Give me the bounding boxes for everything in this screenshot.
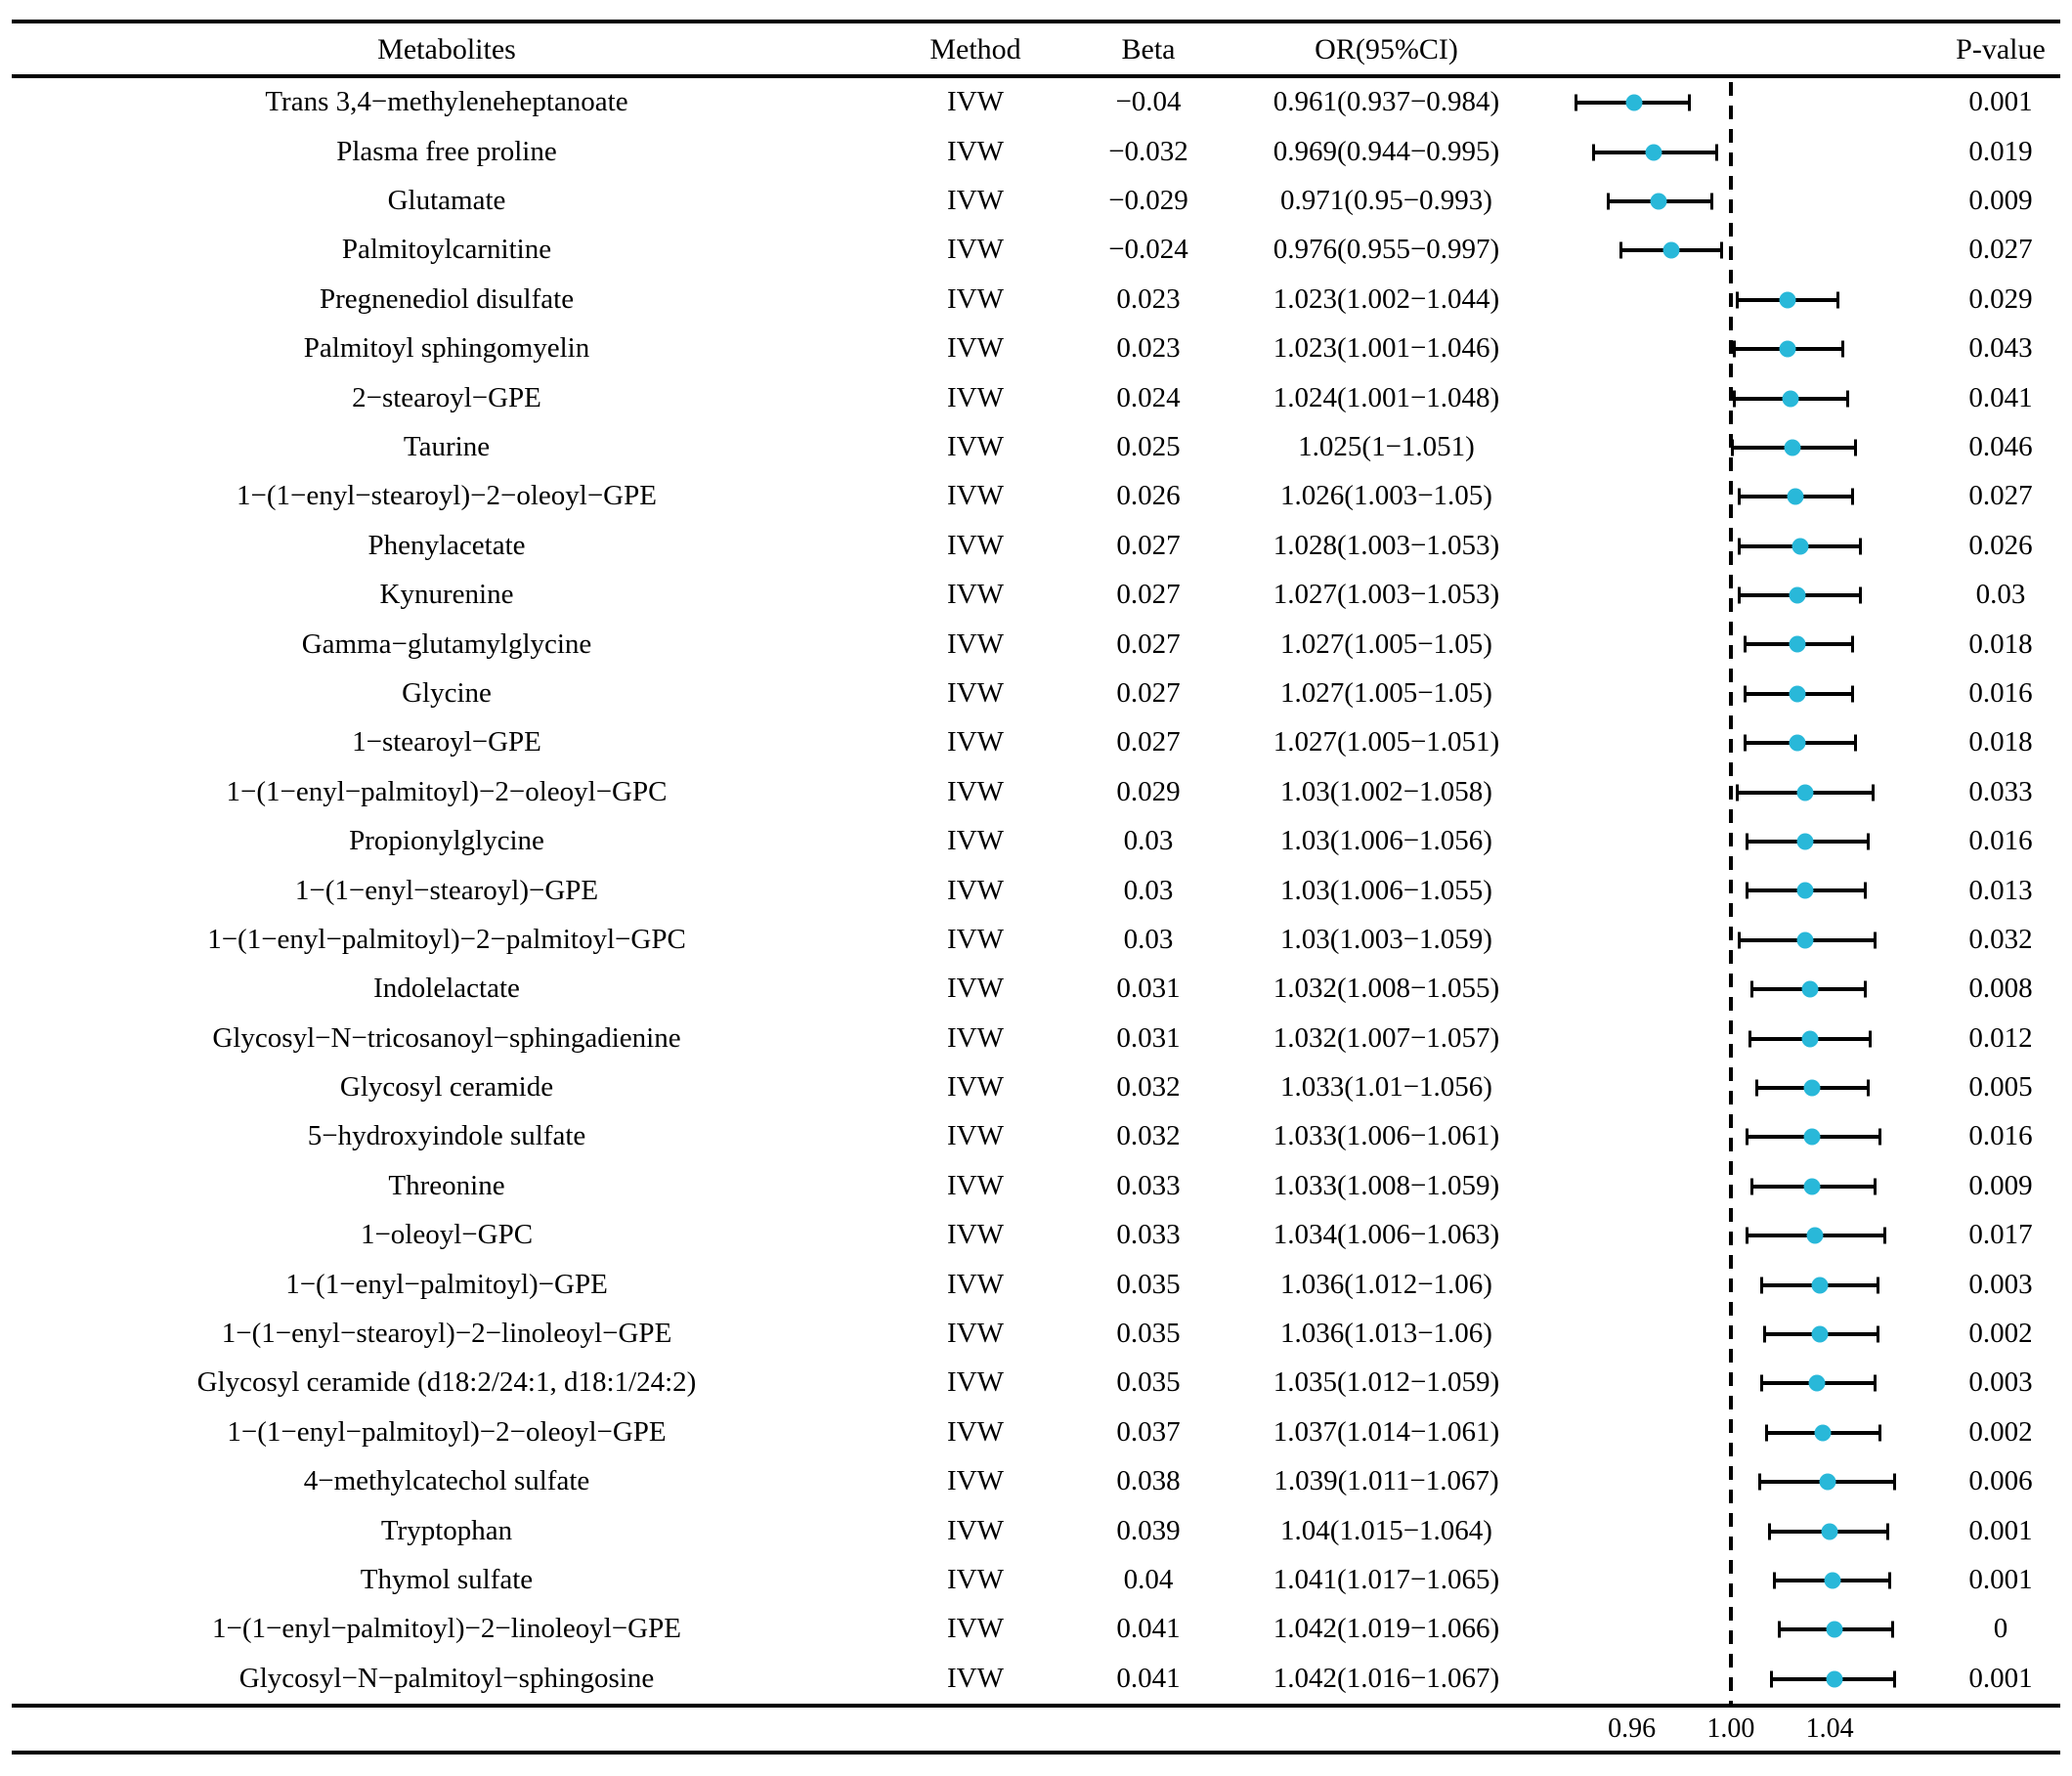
- method-value: IVW: [947, 1022, 1004, 1054]
- plot-cell: [1545, 373, 1941, 422]
- metabolite-label: Threonine: [388, 1170, 505, 1201]
- or-ci-value: 1.042(1.016−1.067): [1273, 1663, 1500, 1694]
- beta-value: 0.039: [1116, 1515, 1181, 1546]
- method-value: IVW: [947, 826, 1004, 857]
- or-ci-value: 1.033(1.01−1.056): [1280, 1072, 1492, 1104]
- metabolite-label: Glycosyl ceramide: [339, 1072, 554, 1104]
- table-row: [12, 670, 2060, 718]
- method-value: IVW: [947, 1220, 1004, 1251]
- beta-value: 0.029: [1116, 776, 1181, 807]
- table-row: [12, 965, 2060, 1014]
- beta-value: 0.032: [1116, 1072, 1181, 1104]
- table-row: [12, 276, 2060, 325]
- metabolite-label: 1−(1−enyl−palmitoyl)−2−oleoyl−GPE: [227, 1416, 667, 1448]
- plot-cell: [1545, 78, 1941, 127]
- table-row: [12, 767, 2060, 816]
- or-dot: [1790, 587, 1806, 604]
- plot-cell: [1545, 620, 1941, 669]
- or-ci-value: 1.041(1.017−1.065): [1273, 1564, 1500, 1595]
- method-value: IVW: [947, 283, 1004, 315]
- metabolite-label: 1−stearoyl−GPE: [352, 727, 541, 758]
- or-ci-value: 1.032(1.008−1.055): [1273, 974, 1500, 1005]
- metabolite-label: Phenylacetate: [367, 530, 526, 561]
- table-row: [12, 1359, 2060, 1408]
- or-ci-value: 1.028(1.003−1.053): [1273, 530, 1500, 561]
- beta-value: 0.027: [1116, 677, 1181, 709]
- plot-cell: [1545, 1359, 1941, 1408]
- or-ci-value: 1.039(1.011−1.067): [1273, 1466, 1499, 1497]
- metabolite-label: Palmitoylcarnitine: [341, 235, 552, 266]
- plot-cell: [1545, 1506, 1941, 1555]
- or-ci-value: 0.976(0.955−0.997): [1273, 235, 1500, 266]
- p-value: 0.001: [1968, 1564, 2033, 1595]
- plot-cell: [1545, 1014, 1941, 1062]
- or-ci-value: 1.027(1.005−1.05): [1280, 677, 1492, 709]
- beta-value: 0.03: [1123, 924, 1174, 955]
- or-ci-value: 1.027(1.005−1.05): [1280, 628, 1492, 660]
- or-ci-value: 1.027(1.005−1.051): [1273, 727, 1500, 758]
- beta-value: 0.023: [1116, 283, 1181, 315]
- method-value: IVW: [947, 1564, 1004, 1595]
- method-value: IVW: [947, 481, 1004, 512]
- table-row: [12, 620, 2060, 669]
- column-header-p-value: P-value: [1956, 32, 2046, 65]
- column-header-metabolites: Metabolites: [377, 32, 516, 65]
- metabolite-label: Trans 3,4−methyleneheptanoate: [265, 87, 628, 118]
- method-value: IVW: [947, 1319, 1004, 1350]
- method-value: IVW: [947, 1515, 1004, 1546]
- metabolite-label: 5−hydroxyindole sulfate: [307, 1121, 586, 1152]
- or-dot: [1790, 735, 1806, 752]
- or-dot: [1804, 1178, 1821, 1194]
- or-ci-value: 0.971(0.95−0.993): [1280, 186, 1492, 217]
- or-dot: [1827, 1622, 1843, 1638]
- or-ci-value: 0.969(0.944−0.995): [1273, 136, 1500, 167]
- p-value: 0.012: [1968, 1022, 2033, 1054]
- or-dot: [1819, 1474, 1835, 1491]
- p-value: 0.027: [1968, 481, 2033, 512]
- or-ci-value: 1.033(1.006−1.061): [1273, 1121, 1500, 1152]
- p-value: 0.017: [1968, 1220, 2033, 1251]
- p-value: 0: [1993, 1614, 2008, 1645]
- beta-value: 0.027: [1116, 628, 1181, 660]
- method-value: IVW: [947, 186, 1004, 217]
- metabolite-label: Taurine: [403, 431, 491, 462]
- table-row: [12, 1457, 2060, 1506]
- p-value: 0.005: [1968, 1072, 2033, 1104]
- table-row: [12, 1211, 2060, 1260]
- beta-value: 0.026: [1116, 481, 1181, 512]
- column-header-or-ci: OR(95%CI): [1315, 32, 1458, 65]
- table-row: [12, 1655, 2060, 1704]
- plot-cell: [1545, 718, 1941, 767]
- or-dot: [1782, 390, 1798, 407]
- beta-value: 0.03: [1123, 826, 1174, 857]
- plot-cell: [1545, 1655, 1941, 1704]
- beta-value: 0.024: [1116, 382, 1181, 413]
- table-row: [12, 472, 2060, 521]
- or-dot: [1780, 341, 1796, 358]
- beta-value: 0.023: [1116, 333, 1181, 365]
- table-row: [12, 571, 2060, 620]
- or-dot: [1796, 931, 1813, 948]
- or-dot: [1824, 1572, 1840, 1588]
- metabolite-label: 1−(1−enyl−palmitoyl)−GPE: [285, 1269, 608, 1300]
- or-dot: [1809, 1375, 1826, 1392]
- or-dot: [1646, 144, 1662, 160]
- p-value: 0.032: [1968, 924, 2033, 955]
- metabolite-label: Glycosyl−N−palmitoyl−sphingosine: [238, 1663, 655, 1694]
- or-dot: [1804, 1080, 1821, 1097]
- p-value: 0.018: [1968, 628, 2033, 660]
- or-dot: [1796, 834, 1813, 850]
- table-row: [12, 1408, 2060, 1457]
- table-row: [12, 1162, 2060, 1211]
- plot-cell: [1545, 1063, 1941, 1112]
- plot-cell: [1545, 1211, 1941, 1260]
- beta-value: 0.04: [1123, 1564, 1174, 1595]
- metabolite-label: Glutamate: [387, 186, 506, 217]
- table-row: [12, 127, 2060, 176]
- table-row: [12, 78, 2060, 127]
- beta-value: 0.038: [1116, 1466, 1181, 1497]
- or-dot: [1791, 538, 1808, 554]
- p-value: 0.043: [1968, 333, 2033, 365]
- p-value: 0.006: [1968, 1466, 2033, 1497]
- table-row: [12, 1063, 2060, 1112]
- plot-cell: [1545, 1310, 1941, 1359]
- method-value: IVW: [947, 580, 1004, 611]
- or-ci-value: 1.032(1.007−1.057): [1273, 1022, 1500, 1054]
- or-ci-value: 1.03(1.006−1.055): [1280, 875, 1492, 906]
- plot-cell: [1545, 1408, 1941, 1457]
- plot-cell: [1545, 1260, 1941, 1309]
- beta-value: 0.025: [1116, 431, 1181, 462]
- plot-cell: [1545, 325, 1941, 373]
- or-ci-value: 1.03(1.002−1.058): [1280, 776, 1492, 807]
- beta-value: 0.032: [1116, 1121, 1181, 1152]
- p-value: 0.016: [1968, 826, 2033, 857]
- metabolite-label: 1−(1−enyl−stearoyl)−GPE: [294, 875, 599, 906]
- method-value: IVW: [947, 776, 1004, 807]
- beta-value: −0.032: [1108, 136, 1188, 167]
- p-value: 0.009: [1968, 1170, 2033, 1201]
- beta-value: 0.033: [1116, 1220, 1181, 1251]
- metabolite-label: Indolelactate: [373, 974, 520, 1005]
- method-value: IVW: [947, 136, 1004, 167]
- beta-value: 0.033: [1116, 1170, 1181, 1201]
- method-value: IVW: [947, 1466, 1004, 1497]
- beta-value: 0.041: [1116, 1663, 1181, 1694]
- p-value: 0.002: [1968, 1416, 2033, 1448]
- p-value: 0.003: [1968, 1269, 2033, 1300]
- or-dot: [1806, 1228, 1823, 1244]
- or-ci-value: 1.034(1.006−1.063): [1273, 1220, 1500, 1251]
- table-row: [12, 1605, 2060, 1654]
- method-value: IVW: [947, 1072, 1004, 1104]
- plot-cell: [1545, 767, 1941, 816]
- or-dot: [1790, 636, 1806, 653]
- p-value: 0.001: [1968, 1515, 2033, 1546]
- or-dot: [1796, 784, 1813, 801]
- or-ci-value: 1.027(1.003−1.053): [1273, 580, 1500, 611]
- method-value: IVW: [947, 1269, 1004, 1300]
- axis-tick-label: 1.04: [1805, 1713, 1854, 1744]
- p-value: 0.016: [1968, 1121, 2033, 1152]
- plot-cell: [1545, 423, 1941, 472]
- plot-cell: [1545, 916, 1941, 965]
- or-dot: [1796, 883, 1813, 899]
- method-value: IVW: [947, 1663, 1004, 1694]
- method-value: IVW: [947, 677, 1004, 709]
- beta-value: −0.029: [1108, 186, 1188, 217]
- beta-value: 0.035: [1116, 1269, 1181, 1300]
- metabolite-label: Kynurenine: [379, 580, 514, 611]
- method-value: IVW: [947, 875, 1004, 906]
- p-value: 0.016: [1968, 677, 2033, 709]
- or-ci-value: 1.025(1−1.051): [1298, 431, 1475, 462]
- table-row: [12, 1260, 2060, 1309]
- or-dot: [1785, 439, 1801, 455]
- beta-value: 0.035: [1116, 1319, 1181, 1350]
- table-row: [12, 226, 2060, 275]
- plot-cell: [1545, 817, 1941, 866]
- p-value: 0.018: [1968, 727, 2033, 758]
- or-dot: [1801, 1030, 1818, 1047]
- p-value: 0.003: [1968, 1367, 2033, 1399]
- plot-cell: [1545, 127, 1941, 176]
- column-header-beta: Beta: [1121, 32, 1176, 65]
- table-row: [12, 1506, 2060, 1555]
- p-value: 0.046: [1968, 431, 2033, 462]
- p-value: 0.029: [1968, 283, 2033, 315]
- beta-value: −0.024: [1108, 235, 1188, 266]
- beta-value: 0.037: [1116, 1416, 1181, 1448]
- table-row: [12, 1310, 2060, 1359]
- or-dot: [1822, 1523, 1838, 1539]
- beta-value: 0.035: [1116, 1367, 1181, 1399]
- or-ci-value: 1.035(1.012−1.059): [1273, 1367, 1500, 1399]
- metabolite-label: 1−(1−enyl−palmitoyl)−2−oleoyl−GPC: [226, 776, 668, 807]
- plot-cell: [1545, 1112, 1941, 1161]
- method-value: IVW: [947, 1170, 1004, 1201]
- or-dot: [1811, 1325, 1828, 1342]
- metabolite-label: Glycosyl−N−tricosanoyl−sphingadienine: [212, 1022, 681, 1054]
- beta-value: −0.04: [1115, 87, 1182, 118]
- method-value: IVW: [947, 333, 1004, 365]
- method-value: IVW: [947, 1367, 1004, 1399]
- metabolite-label: Tryptophan: [380, 1515, 513, 1546]
- plot-cell: [1545, 472, 1941, 521]
- table-row: [12, 423, 2060, 472]
- p-value: 0.002: [1968, 1319, 2033, 1350]
- forest-plot-body: [12, 78, 2060, 1704]
- plot-cell: [1545, 571, 1941, 620]
- plot-cell: [1545, 1605, 1941, 1654]
- metabolite-label: Gamma−glutamylglycine: [301, 628, 592, 660]
- or-dot: [1780, 291, 1796, 308]
- p-value: 0.041: [1968, 382, 2033, 413]
- method-value: IVW: [947, 727, 1004, 758]
- x-axis: [12, 1708, 2060, 1751]
- metabolite-label: 2−stearoyl−GPE: [352, 382, 541, 413]
- metabolite-label: 1−oleoyl−GPC: [360, 1220, 534, 1251]
- or-ci-value: 1.023(1.002−1.044): [1273, 283, 1500, 315]
- metabolite-label: 1−(1−enyl−palmitoyl)−2−palmitoyl−GPC: [207, 924, 686, 955]
- or-ci-value: 1.033(1.008−1.059): [1273, 1170, 1500, 1201]
- or-ci-value: 1.03(1.006−1.056): [1280, 826, 1492, 857]
- beta-value: 0.041: [1116, 1614, 1181, 1645]
- beta-value: 0.027: [1116, 580, 1181, 611]
- or-ci-value: 1.026(1.003−1.05): [1280, 481, 1492, 512]
- final-border-line: [12, 1751, 2060, 1754]
- or-dot: [1801, 981, 1818, 998]
- or-dot: [1787, 489, 1803, 505]
- metabolite-label: Plasma free proline: [336, 136, 557, 167]
- plot-cell: [1545, 1457, 1941, 1506]
- or-ci-value: 1.023(1.001−1.046): [1273, 333, 1500, 365]
- table-row: [12, 817, 2060, 866]
- table-row: [12, 1112, 2060, 1161]
- reference-line: [1729, 82, 1733, 1704]
- table-row: [12, 1556, 2060, 1605]
- or-ci-value: 1.03(1.003−1.059): [1280, 924, 1492, 955]
- method-value: IVW: [947, 530, 1004, 561]
- or-dot: [1804, 1129, 1821, 1146]
- p-value: 0.019: [1968, 136, 2033, 167]
- or-dot: [1790, 685, 1806, 702]
- axis-tick-label: 0.96: [1608, 1713, 1657, 1744]
- p-value: 0.008: [1968, 974, 2033, 1005]
- or-dot: [1626, 95, 1643, 111]
- metabolite-label: 1−(1−enyl−stearoyl)−2−linoleoyl−GPE: [221, 1319, 672, 1350]
- p-value: 0.001: [1968, 1663, 2033, 1694]
- plot-cell: [1545, 177, 1941, 226]
- or-dot: [1814, 1424, 1831, 1441]
- plot-cell: [1545, 1162, 1941, 1211]
- metabolite-label: 1−(1−enyl−stearoyl)−2−oleoyl−GPE: [237, 481, 657, 512]
- metabolite-label: Glycine: [402, 677, 492, 709]
- metabolite-label: 1−(1−enyl−palmitoyl)−2−linoleoyl−GPE: [212, 1614, 681, 1645]
- p-value: 0.013: [1968, 875, 2033, 906]
- plot-cell: [1545, 670, 1941, 718]
- method-value: IVW: [947, 1416, 1004, 1448]
- or-ci-value: 1.037(1.014−1.061): [1273, 1416, 1500, 1448]
- column-header-method: Method: [929, 32, 1021, 65]
- method-value: IVW: [947, 628, 1004, 660]
- p-value: 0.001: [1968, 87, 2033, 118]
- table-row: [12, 325, 2060, 373]
- or-ci-value: 1.042(1.019−1.066): [1273, 1614, 1500, 1645]
- method-value: IVW: [947, 974, 1004, 1005]
- or-ci-value: 1.036(1.013−1.06): [1280, 1319, 1492, 1350]
- beta-value: 0.031: [1116, 974, 1181, 1005]
- method-value: IVW: [947, 1614, 1004, 1645]
- p-value: 0.03: [1975, 580, 2026, 611]
- table-header-row: [12, 23, 2060, 74]
- plot-cell: [1545, 522, 1941, 571]
- table-row: [12, 916, 2060, 965]
- plot-cell: [1545, 1556, 1941, 1605]
- method-value: IVW: [947, 87, 1004, 118]
- or-dot: [1811, 1277, 1828, 1293]
- axis-tick-label: 1.00: [1706, 1713, 1755, 1744]
- table-row: [12, 373, 2060, 422]
- beta-value: 0.027: [1116, 727, 1181, 758]
- table-row: [12, 718, 2060, 767]
- p-value: 0.033: [1968, 776, 2033, 807]
- or-ci-value: 1.024(1.001−1.048): [1273, 382, 1500, 413]
- table-row: [12, 866, 2060, 915]
- metabolite-label: Pregnenediol disulfate: [319, 283, 575, 315]
- table-row: [12, 1014, 2060, 1062]
- metabolite-label: Glycosyl ceramide (d18:2/24:1, d18:1/24:2): [196, 1367, 697, 1399]
- plot-cell: [1545, 226, 1941, 275]
- metabolite-label: 4−methylcatechol sulfate: [303, 1466, 590, 1497]
- beta-value: 0.03: [1123, 875, 1174, 906]
- or-dot: [1663, 242, 1680, 259]
- p-value: 0.009: [1968, 186, 2033, 217]
- method-value: IVW: [947, 431, 1004, 462]
- method-value: IVW: [947, 1121, 1004, 1152]
- plot-cell: [1545, 866, 1941, 915]
- beta-value: 0.027: [1116, 530, 1181, 561]
- table-row: [12, 177, 2060, 226]
- plot-cell: [1545, 276, 1941, 325]
- or-dot: [1651, 193, 1667, 209]
- metabolite-label: Thymol sulfate: [360, 1564, 534, 1595]
- plot-cell: [1545, 965, 1941, 1014]
- or-ci-value: 1.04(1.015−1.064): [1280, 1515, 1492, 1546]
- method-value: IVW: [947, 235, 1004, 266]
- or-ci-value: 0.961(0.937−0.984): [1273, 87, 1500, 118]
- p-value: 0.026: [1968, 530, 2033, 561]
- p-value: 0.027: [1968, 235, 2033, 266]
- table-row: [12, 522, 2060, 571]
- beta-value: 0.031: [1116, 1022, 1181, 1054]
- metabolite-label: Palmitoyl sphingomyelin: [303, 333, 590, 365]
- or-ci-value: 1.036(1.012−1.06): [1280, 1269, 1492, 1300]
- method-value: IVW: [947, 382, 1004, 413]
- or-dot: [1827, 1670, 1843, 1687]
- metabolite-label: Propionylglycine: [349, 826, 544, 857]
- method-value: IVW: [947, 924, 1004, 955]
